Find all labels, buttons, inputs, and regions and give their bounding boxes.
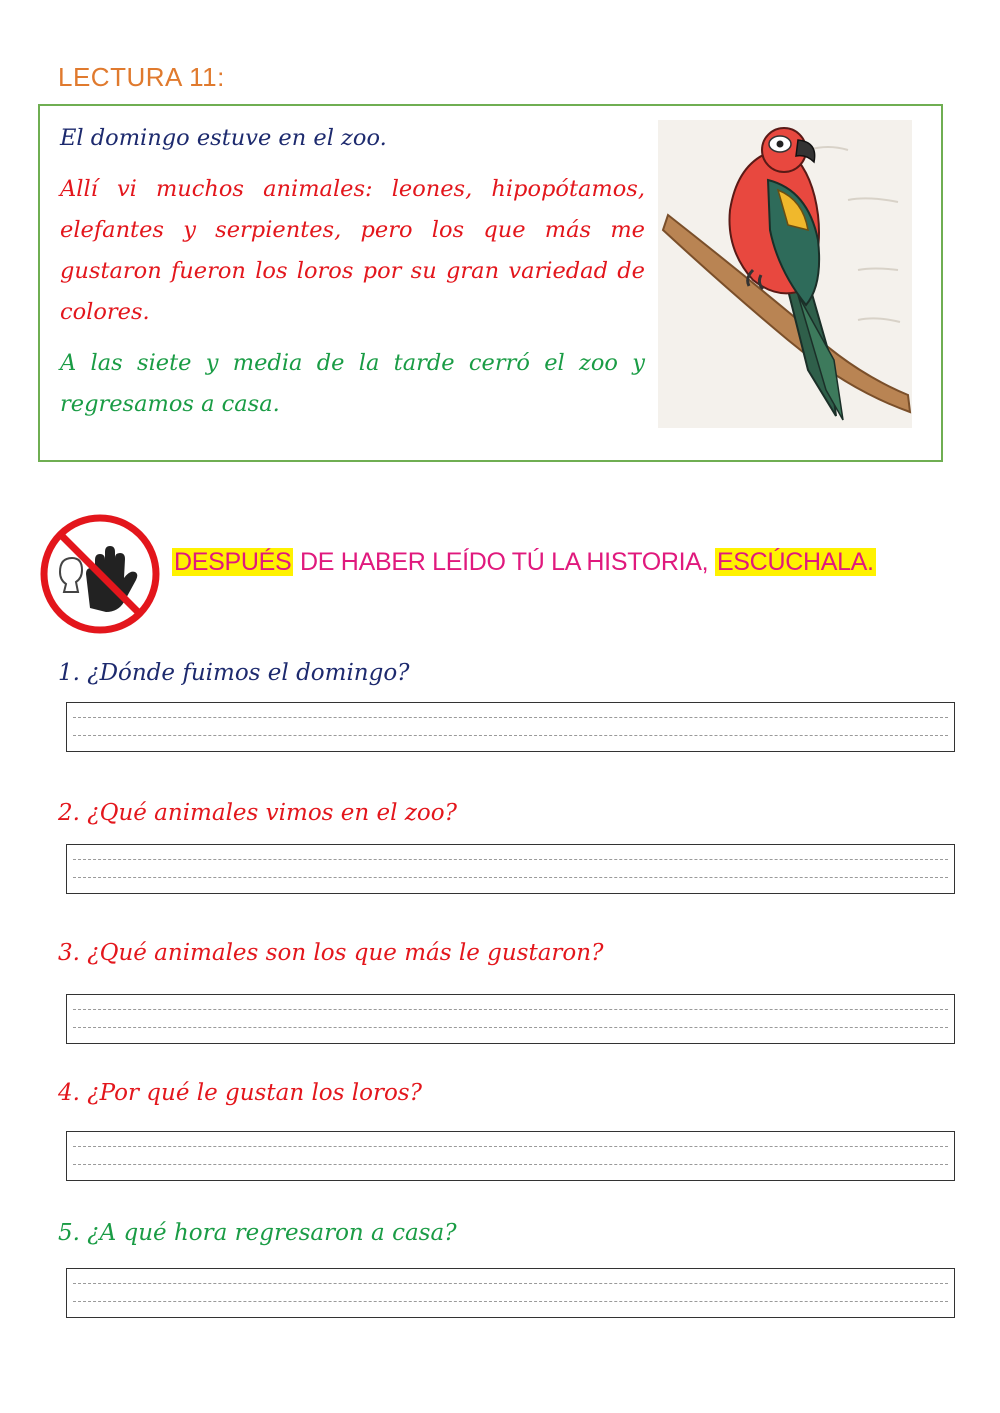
question-5: 5. ¿A qué hora regresaron a casa? [58, 1220, 457, 1246]
answer-field-1[interactable] [66, 702, 955, 752]
reading-paragraph-3: A las siete y media de la tarde cerró el zoo y regresamos a casa. [60, 350, 645, 417]
parrot-illustration [658, 120, 912, 428]
reading-text [60, 118, 645, 425]
instruction-highlight-escuchala: ESCÚCHALA. [716, 548, 874, 576]
reading-line-1: El domingo estuve en el zoo. [60, 125, 387, 151]
answer-field-4[interactable] [66, 1131, 955, 1181]
question-2: 2. ¿Qué animales vimos en el zoo? [58, 800, 457, 826]
question-4: 4. ¿Por qué le gustan los loros? [58, 1080, 422, 1106]
reading-paragraph-2: Allí vi muchos animales: leones, hipopótamos, elefantes y serpientes, pero los que más me gustaron fueron los loros por su gran variedad de colores. [60, 176, 645, 325]
question-1: 1. ¿Dónde fuimos el domingo? [58, 660, 410, 686]
instruction-highlight-despues: DESPUÉS [174, 548, 292, 576]
instruction-middle: DE HABER LEÍDO TÚ LA HISTORIA, [293, 548, 715, 576]
page-title: LECTURA 11: [58, 62, 225, 92]
instruction-text [172, 548, 876, 577]
answer-field-5[interactable] [66, 1268, 955, 1318]
answer-field-2[interactable] [66, 844, 955, 894]
stop-hand-icon [38, 512, 162, 636]
answer-field-3[interactable] [66, 994, 955, 1044]
question-3: 3. ¿Qué animales son los que más le gustaron? [58, 940, 604, 966]
reading-box [38, 104, 943, 462]
